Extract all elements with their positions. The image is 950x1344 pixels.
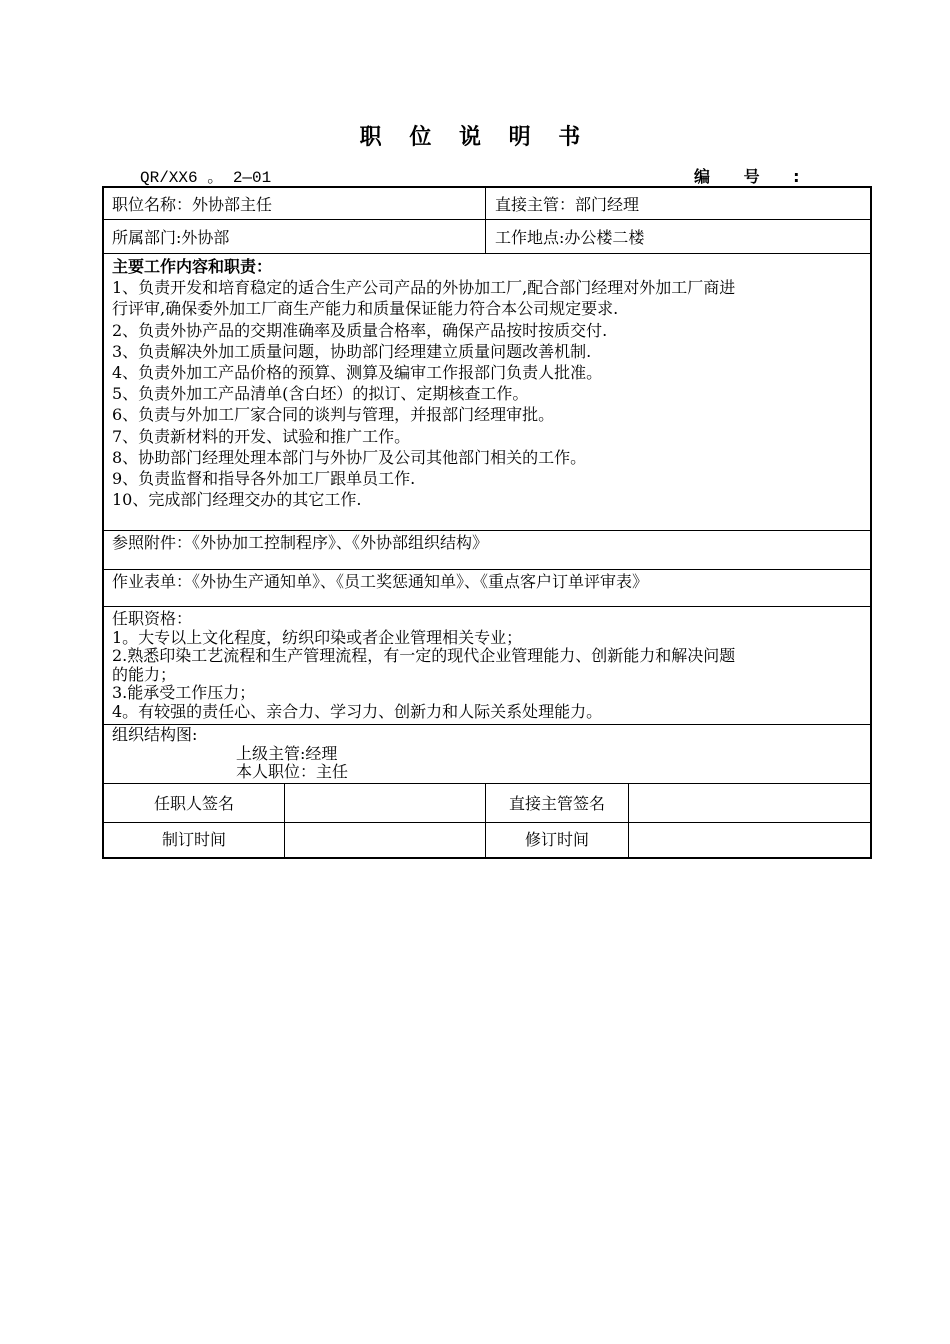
- supervisor-signature-field[interactable]: [630, 786, 870, 821]
- qualification-line: 的能力；: [112, 664, 177, 684]
- qualification-line: 4。有较强的责任心、亲合力、学习力、创新力和人际关系处理能力。: [112, 701, 603, 721]
- row-divider: [103, 822, 871, 823]
- duty-line: 3、负责解决外加工质量问题，协助部门经理建立质量问题改善机制.: [112, 341, 592, 361]
- holder-signature-label: 任职人签名: [153, 794, 234, 813]
- document-title: 职 位 说 明 书: [359, 125, 591, 150]
- superior-position: 上级主管:经理: [236, 743, 338, 763]
- document-code: QR/XX6 。 2—01: [140, 169, 272, 187]
- qualification-line: 3.能承受工作压力；: [112, 683, 256, 702]
- duty-line: 1、负责开发和培育稳定的适合生产公司产品的外协加工厂,配合部门经理对外加工厂商进: [112, 278, 736, 298]
- duty-line: 7、负责新材料的开发、试验和推广工作。: [112, 426, 411, 446]
- qualification-line: 1。大专以上文化程度，纺织印染或者企业管理相关专业；: [112, 627, 523, 647]
- revised-date-field[interactable]: [630, 824, 870, 857]
- duty-line: 6、负责与外加工厂家合同的谈判与管理，并报部门经理审批。: [112, 405, 555, 425]
- duties-section: [112, 256, 862, 510]
- duty-line: 2、负责外协产品的交期准确率及质量合格率，确保产品按时按质交付.: [112, 320, 608, 340]
- column-divider: [284, 784, 285, 858]
- row-divider: [103, 569, 871, 570]
- direct-supervisor: 直接主管：部门经理: [495, 195, 640, 214]
- holder-signature-field[interactable]: [286, 786, 484, 821]
- reference-attachments: 参照附件：《外协加工控制程序》、《外协部组织结构》: [112, 533, 489, 552]
- qualifications-section: [112, 610, 862, 721]
- revised-date-label: 修订时间: [524, 830, 589, 849]
- row-divider: [103, 724, 871, 725]
- duty-line: 9、负责监督和指导各外加工厂跟单员工作.: [112, 469, 416, 489]
- duty-line: 行评审,确保委外加工厂商生产能力和质量保证能力符合本公司规定要求.: [112, 299, 619, 319]
- document-number-label: 编 号 :: [694, 167, 814, 186]
- position-name: 职位名称：外协部主任: [112, 195, 273, 214]
- duty-line: 10、完成部门经理交办的其它工作.: [112, 490, 362, 510]
- column-divider: [485, 188, 486, 253]
- org-chart-heading: 组织结构图:: [112, 725, 198, 744]
- duty-line: 4、负责外加工产品价格的预算、测算及编审工作报部门负责人批准。: [112, 363, 603, 383]
- duty-line: 8、协助部门经理处理本部门与外协厂及公司其他部门相关的工作。: [112, 447, 587, 467]
- row-divider: [103, 530, 871, 531]
- row-divider: [103, 253, 871, 254]
- qualification-line: 2.熟悉印染工艺流程和生产管理流程，有一定的现代企业管理能力、创新能力和解决问题: [112, 646, 736, 665]
- duties-heading: 主要工作内容和职责：: [112, 257, 273, 276]
- made-date-label: 制订时间: [161, 830, 226, 849]
- department: 所属部门:外协部: [112, 228, 230, 247]
- supervisor-signature-label: 直接主管签名: [508, 794, 605, 813]
- work-forms: 作业表单：《外协生产通知单》、《员工奖惩通知单》、《重点客户订单评审表》: [112, 572, 649, 591]
- row-divider: [103, 783, 871, 784]
- row-divider: [103, 219, 871, 220]
- duty-line: 5、负责外加工产品清单(含白坯）的拟订、定期核查工作。: [112, 384, 529, 404]
- qualifications-heading: 任职资格：: [112, 609, 193, 628]
- org-chart-section: [112, 726, 348, 782]
- made-date-field[interactable]: [286, 824, 484, 857]
- work-location: 工作地点:办公楼二楼: [495, 228, 645, 247]
- row-divider: [103, 606, 871, 607]
- column-divider: [628, 784, 629, 858]
- own-position: 本人职位：主任: [236, 762, 349, 781]
